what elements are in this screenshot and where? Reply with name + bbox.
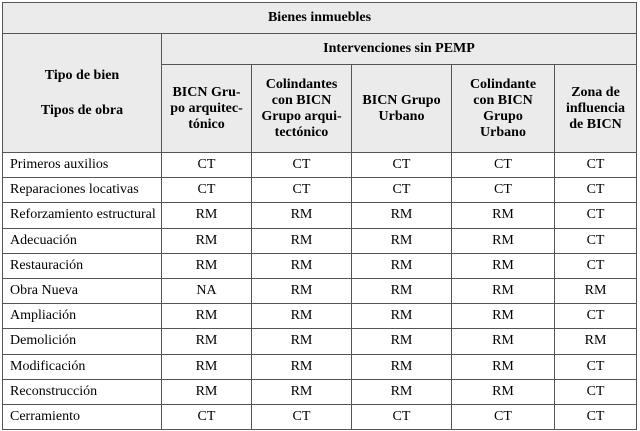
table-cell: RM: [162, 379, 252, 404]
table-cell: CT: [555, 203, 637, 228]
table-cell: RM: [352, 304, 452, 329]
row-label: Demolición: [3, 329, 162, 354]
column-header-bicn-grupo-arquitectonico: [162, 65, 252, 153]
table-cell: CT: [162, 404, 252, 429]
table-cell: RM: [352, 329, 452, 354]
table-row: [3, 178, 637, 203]
table-cell: CT: [555, 253, 637, 278]
row-label: Primeros auxilios: [3, 153, 162, 178]
table-cell: CT: [452, 404, 555, 429]
table-row: [3, 278, 637, 303]
table-row: [3, 329, 637, 354]
table-cell: RM: [452, 354, 555, 379]
table-cell: RM: [162, 329, 252, 354]
table-cell: NA: [162, 278, 252, 303]
column-header-bicn-grupo-urbano: [352, 65, 452, 153]
table-cell: RM: [162, 228, 252, 253]
row-label: Adecuación: [3, 228, 162, 253]
table-cell: RM: [352, 228, 452, 253]
table-cell: RM: [452, 228, 555, 253]
table-cell: CT: [555, 178, 637, 203]
table-cell: RM: [162, 354, 252, 379]
column-header-colindante-grupo-urbano: [452, 65, 555, 153]
column-header-colindantes-grupo-arquitectonico: [252, 65, 352, 153]
table-row: [3, 379, 637, 404]
table-cell: CT: [555, 304, 637, 329]
table-cell: RM: [252, 354, 352, 379]
row-label: Obra Nueva: [3, 278, 162, 303]
table-cell: CT: [452, 178, 555, 203]
table-cell: CT: [252, 178, 352, 203]
table-cell: RM: [252, 379, 352, 404]
table-cell: CT: [555, 379, 637, 404]
table-cell: RM: [452, 278, 555, 303]
table-cell: CT: [252, 404, 352, 429]
table-cell: CT: [555, 228, 637, 253]
table-cell: RM: [452, 329, 555, 354]
table-row: [3, 404, 637, 429]
table-header: [3, 3, 637, 153]
table-row: [3, 228, 637, 253]
table-cell: RM: [452, 203, 555, 228]
table-cell: RM: [252, 329, 352, 354]
row-label: Reparaciones locativas: [3, 178, 162, 203]
table-row: [3, 203, 637, 228]
table-cell: RM: [162, 253, 252, 278]
table-cell: RM: [352, 278, 452, 303]
table-cell: RM: [352, 253, 452, 278]
table-cell: CT: [555, 354, 637, 379]
corner-line-tipo-de-bien: Tipo de bien: [44, 67, 120, 83]
row-label: Reconstrucción: [3, 379, 162, 404]
table-body: [3, 153, 637, 430]
table-cell: RM: [352, 203, 452, 228]
table-cell: RM: [252, 203, 352, 228]
table-cell: RM: [252, 228, 352, 253]
intervention-table: [2, 2, 637, 430]
table-cell: RM: [162, 203, 252, 228]
table-cell: CT: [162, 153, 252, 178]
row-label: Restauración: [3, 253, 162, 278]
corner-line-tipos-de-obra: Tipos de obra: [40, 102, 124, 118]
row-label: Modificación: [3, 354, 162, 379]
column-header-label: Colindantes con BICN Grupo arqui- tectónico: [261, 76, 342, 140]
table-cell: CT: [162, 178, 252, 203]
table-cell: RM: [252, 304, 352, 329]
table-cell: RM: [452, 253, 555, 278]
column-header-label: BICN Grupo Urbano: [362, 92, 441, 124]
table-title: Bienes inmuebles: [3, 3, 637, 34]
table-cell: RM: [252, 278, 352, 303]
row-label: Cerramiento: [3, 404, 162, 429]
group-header: Intervenciones sin PEMP: [162, 34, 637, 65]
column-header-zona-de-influencia: [555, 65, 637, 153]
table-cell: RM: [452, 304, 555, 329]
table-row: [3, 354, 637, 379]
column-header-label: Colindante con BICN Grupo Urbano: [469, 76, 537, 140]
table-cell: RM: [162, 304, 252, 329]
column-header-label: Zona de influencia de BICN: [565, 84, 626, 132]
table-cell: CT: [555, 153, 637, 178]
table-cell: CT: [352, 153, 452, 178]
table-cell: CT: [352, 178, 452, 203]
table-row: [3, 253, 637, 278]
table-cell: CT: [252, 153, 352, 178]
table-cell: CT: [452, 153, 555, 178]
table-cell: RM: [352, 354, 452, 379]
table-cell: RM: [555, 329, 637, 354]
table-row: [3, 153, 637, 178]
corner-header: [3, 34, 162, 153]
table-cell: CT: [555, 404, 637, 429]
table-row: [3, 304, 637, 329]
column-header-label: BICN Gru- po arquitec- tónico: [170, 84, 243, 132]
table-cell: CT: [352, 404, 452, 429]
table-cell: RM: [252, 253, 352, 278]
table-cell: RM: [452, 379, 555, 404]
row-label: Ampliación: [3, 304, 162, 329]
table-cell: RM: [352, 379, 452, 404]
row-label: Reforzamiento estructural: [3, 203, 162, 228]
table-cell: RM: [555, 278, 637, 303]
